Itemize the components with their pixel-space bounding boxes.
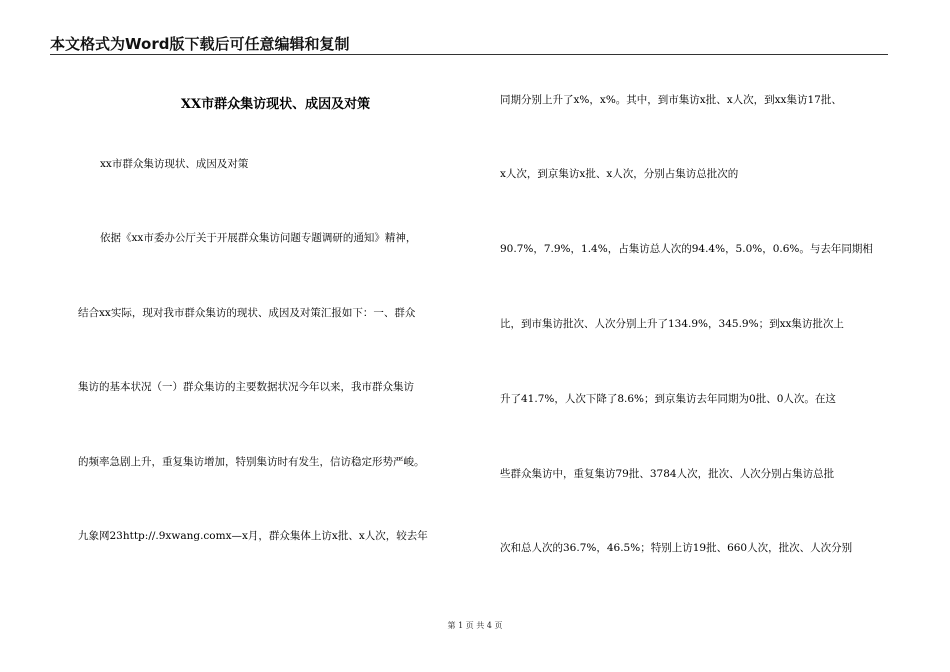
right-line-2: x人次，到京集访x批、x人次，分别占集访总批次的 xyxy=(500,168,739,180)
right-line-7: 次和总人次的36.7%，46.5%；特别上访19批、660人次，批次、人次分别 xyxy=(500,542,853,554)
right-line-5: 升了41.7%，人次下降了8.6%；到京集访去年同期为0批、0人次。在这 xyxy=(500,393,836,405)
left-line-4: 集访的基本状况（一）群众集访的主要数据状况今年以来，我市群众集访 xyxy=(78,381,414,393)
header-divider xyxy=(50,54,888,55)
right-line-4: 比，到市集访批次、人次分别上升了134.9%，345.9%；到xx集访批次上 xyxy=(500,318,844,330)
left-line-2: 依据《xx市委办公厅关于开展群众集访问题专题调研的通知》精神， xyxy=(100,232,417,244)
right-line-3: 90.7%，7.9%，1.4%，占集访总人次的94.4%，5.0%，0.6%。与去年同期相 xyxy=(500,243,873,255)
right-line-6: 些群众集访中，重复集访79批、3784人次，批次、人次分别占集访总批 xyxy=(500,468,835,480)
header-banner: 本文格式为Word版下载后可任意编辑和复制 xyxy=(50,35,350,53)
document-title: XX市群众集访现状、成因及对策 xyxy=(180,97,371,112)
page-footer: 第 1 页 共 4 页 xyxy=(447,621,503,630)
left-line-5: 的频率急剧上升，重复集访增加，特别集访时有发生，信访稳定形势严峻。 xyxy=(78,456,425,468)
right-line-1: 同期分别上升了x%，x%。其中，到市集访x批、x人次，到xx集访17批、 xyxy=(500,94,842,106)
left-line-6: 九象网23http://.9xwang.comx—x月，群众集体上访x批、x人次，较去年 xyxy=(78,530,428,542)
left-line-1: xx市群众集访现状、成因及对策 xyxy=(100,158,249,170)
left-line-3: 结合xx实际，现对我市群众集访的现状、成因及对策汇报如下：一、群众 xyxy=(78,307,416,319)
